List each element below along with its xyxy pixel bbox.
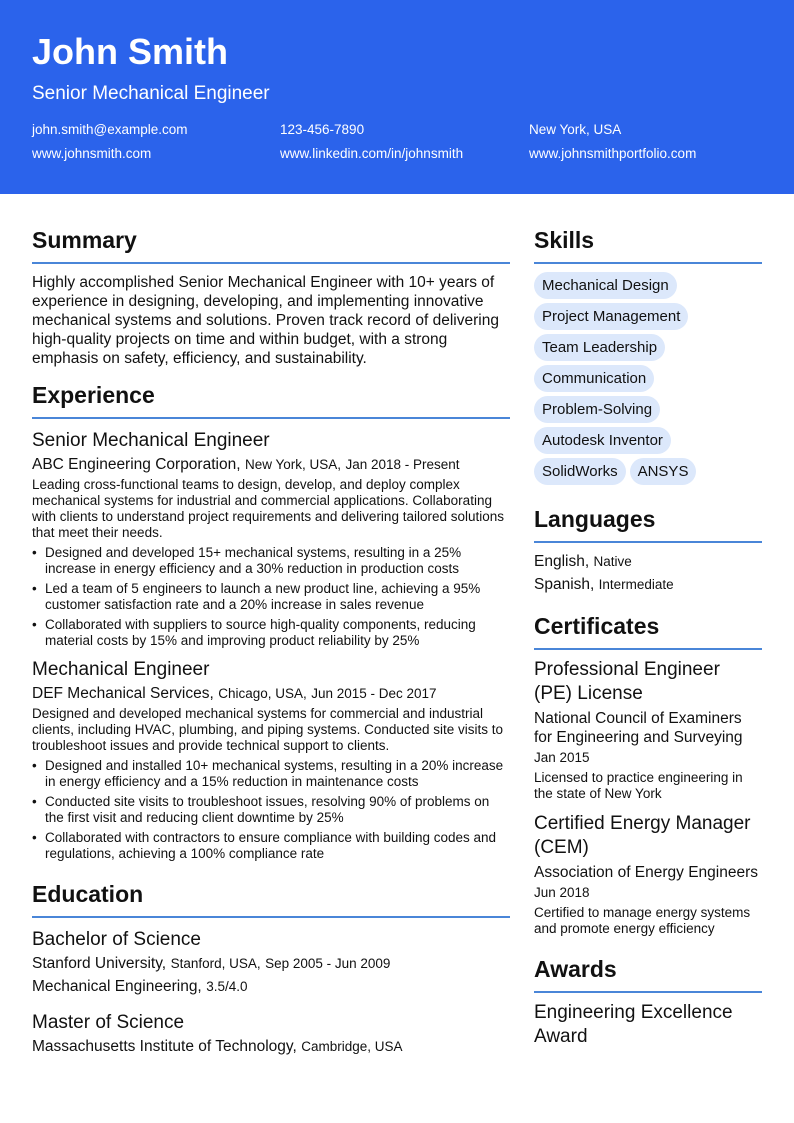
job-description: Designed and developed mechanical systems for commercial and industrial clients, including HVAC, plumbing, and piping systems. Conducted site visits to troubleshoot issues and provide technical support to clients. (32, 706, 503, 753)
job-dates: Jan 2018 - Present (345, 457, 460, 472)
certificate-entry (534, 658, 762, 802)
contact-linkedin[interactable]: www.linkedin.com/in/johnsmith (280, 146, 464, 161)
achievement-item: • Collaborated with contractors to ensure compliance with building codes and regulations, achieving a 100% compliance rate (32, 830, 510, 862)
skill-chip: Team Leadership (534, 334, 665, 361)
degree-title: Master of Science (32, 1012, 185, 1033)
languages-section (534, 505, 762, 594)
school-location: Stanford, USA, (170, 956, 261, 971)
achievement-item: • Led a team of 5 engineers to launch a new product line, achieving a 95% customer satisfaction rate and a 20% increase in sales revenue (32, 581, 510, 613)
achievement-item: • Collaborated with suppliers to source high-quality components, reducing material costs by 15% and improving product reliability by 25% (32, 617, 510, 649)
section-heading: Awards (534, 956, 617, 982)
experience-section (32, 381, 510, 862)
education-meta (32, 1038, 510, 1056)
achievement-item: • Designed and developed 15+ mechanical systems, resulting in a 25% increase in energy efficiency and a 30% reduction in production costs (32, 545, 510, 577)
contact-portfolio[interactable]: www.johnsmithportfolio.com (529, 146, 697, 161)
candidate-name: John Smith (32, 31, 228, 72)
resume-header (0, 0, 794, 194)
job-entry (32, 430, 510, 649)
section-heading: Languages (534, 506, 656, 532)
language-item (534, 575, 762, 594)
job-entry (32, 659, 510, 862)
certificate-name: Certified Energy Manager (CEM) (534, 813, 751, 858)
job-title: Mechanical Engineer (32, 659, 210, 680)
certificate-date: Jun 2018 (534, 885, 590, 900)
contact-email[interactable]: john.smith@example.com (32, 122, 188, 137)
award-name: Engineering Excellence Award (534, 1002, 733, 1047)
certificate-issuer: Association of Energy Engineers (534, 864, 759, 881)
field-of-study: Mechanical Engineering, (32, 978, 202, 995)
skill-chip: SolidWorks (534, 458, 626, 485)
certificate-entry (534, 812, 762, 937)
section-heading: Summary (32, 227, 137, 253)
skill-chip: Mechanical Design (534, 272, 677, 299)
job-title: Senior Mechanical Engineer (32, 430, 270, 451)
job-achievements (32, 545, 510, 649)
section-heading: Education (32, 881, 144, 907)
section-divider (534, 991, 762, 993)
awards-section (534, 955, 762, 1049)
contact-location: New York, USA (529, 122, 622, 137)
education-section (32, 880, 510, 1056)
education-entry (32, 1012, 510, 1056)
section-heading: Skills (534, 227, 595, 253)
sidebar-column (534, 226, 762, 1049)
job-company: DEF Mechanical Services, (32, 685, 214, 702)
skill-chip: Autodesk Inventor (534, 427, 671, 454)
section-divider (32, 916, 510, 918)
job-location: New York, USA, (244, 457, 342, 472)
summary-section (32, 226, 510, 368)
summary-text: Highly accomplished Senior Mechanical Engineer with 10+ years of experience in designing, developing, and implementing innovative mechanical systems and solutions. Proven track record of delivering high-quality projects on time and within budget, with a strong emphasis on safety, efficiency, and sustainability. (32, 274, 499, 367)
section-divider (534, 648, 762, 650)
language-item (534, 552, 762, 571)
contact-phone[interactable]: 123-456-7890 (280, 122, 365, 137)
education-meta (32, 955, 510, 973)
skill-chip: Communication (534, 365, 654, 392)
language-level: Intermediate (598, 577, 674, 592)
certificate-name: Professional Engineer (PE) License (534, 659, 720, 704)
job-meta (32, 685, 510, 703)
achievement-item: • Designed and installed 10+ mechanical systems, resulting in a 20% increase in energy efficiency and a 15% reduction in maintenance costs (32, 758, 510, 790)
certificate-issuer: National Council of Examiners for Engineering and Surveying (534, 710, 743, 746)
job-achievements (32, 758, 510, 862)
skill-chip-list (534, 272, 762, 489)
section-divider (32, 417, 510, 419)
section-divider (534, 541, 762, 543)
job-company: ABC Engineering Corporation, (32, 456, 241, 473)
achievement-item: • Conducted site visits to troubleshoot issues, resolving 90% of problems on the first visit and reducing client downtime by 25% (32, 794, 510, 826)
skill-chip: Project Management (534, 303, 688, 330)
education-entry (32, 929, 510, 996)
job-dates: Jun 2015 - Dec 2017 (311, 686, 437, 701)
job-location: Chicago, USA, (218, 686, 307, 701)
job-meta (32, 456, 510, 474)
certificate-date: Jan 2015 (534, 750, 590, 765)
skill-chip: Problem-Solving (534, 396, 660, 423)
section-divider (32, 262, 510, 264)
education-dates: Sep 2005 - Jun 2009 (265, 956, 391, 971)
education-field-row (32, 978, 510, 996)
section-heading: Certificates (534, 613, 660, 639)
skills-section (534, 226, 762, 489)
language-name: Spanish, (534, 576, 595, 593)
certificate-description: Licensed to practice engineering in the state of New York (534, 770, 743, 801)
candidate-title: Senior Mechanical Engineer (32, 83, 270, 104)
school-name: Stanford University, (32, 955, 167, 972)
contact-website[interactable]: www.johnsmith.com (32, 146, 152, 161)
job-description: Leading cross-functional teams to design, develop, and deploy complex mechanical systems for industrial and commercial applications. Collaborating with clients to understand project requirements and delivering tailored solutions that meet their needs. (32, 477, 505, 540)
certificates-section (534, 612, 762, 937)
main-column (32, 226, 510, 1056)
section-heading: Experience (32, 382, 155, 408)
language-level: Native (593, 554, 632, 569)
school-location: Cambridge, USA (301, 1039, 403, 1054)
school-name: Massachusetts Institute of Technology, (32, 1038, 297, 1055)
language-name: English, (534, 553, 590, 570)
gpa: 3.5/4.0 (206, 979, 248, 994)
skill-chip: ANSYS (630, 458, 697, 485)
degree-title: Bachelor of Science (32, 929, 201, 950)
certificate-description: Certified to manage energy systems and promote energy efficiency (534, 905, 751, 936)
section-divider (534, 262, 762, 264)
